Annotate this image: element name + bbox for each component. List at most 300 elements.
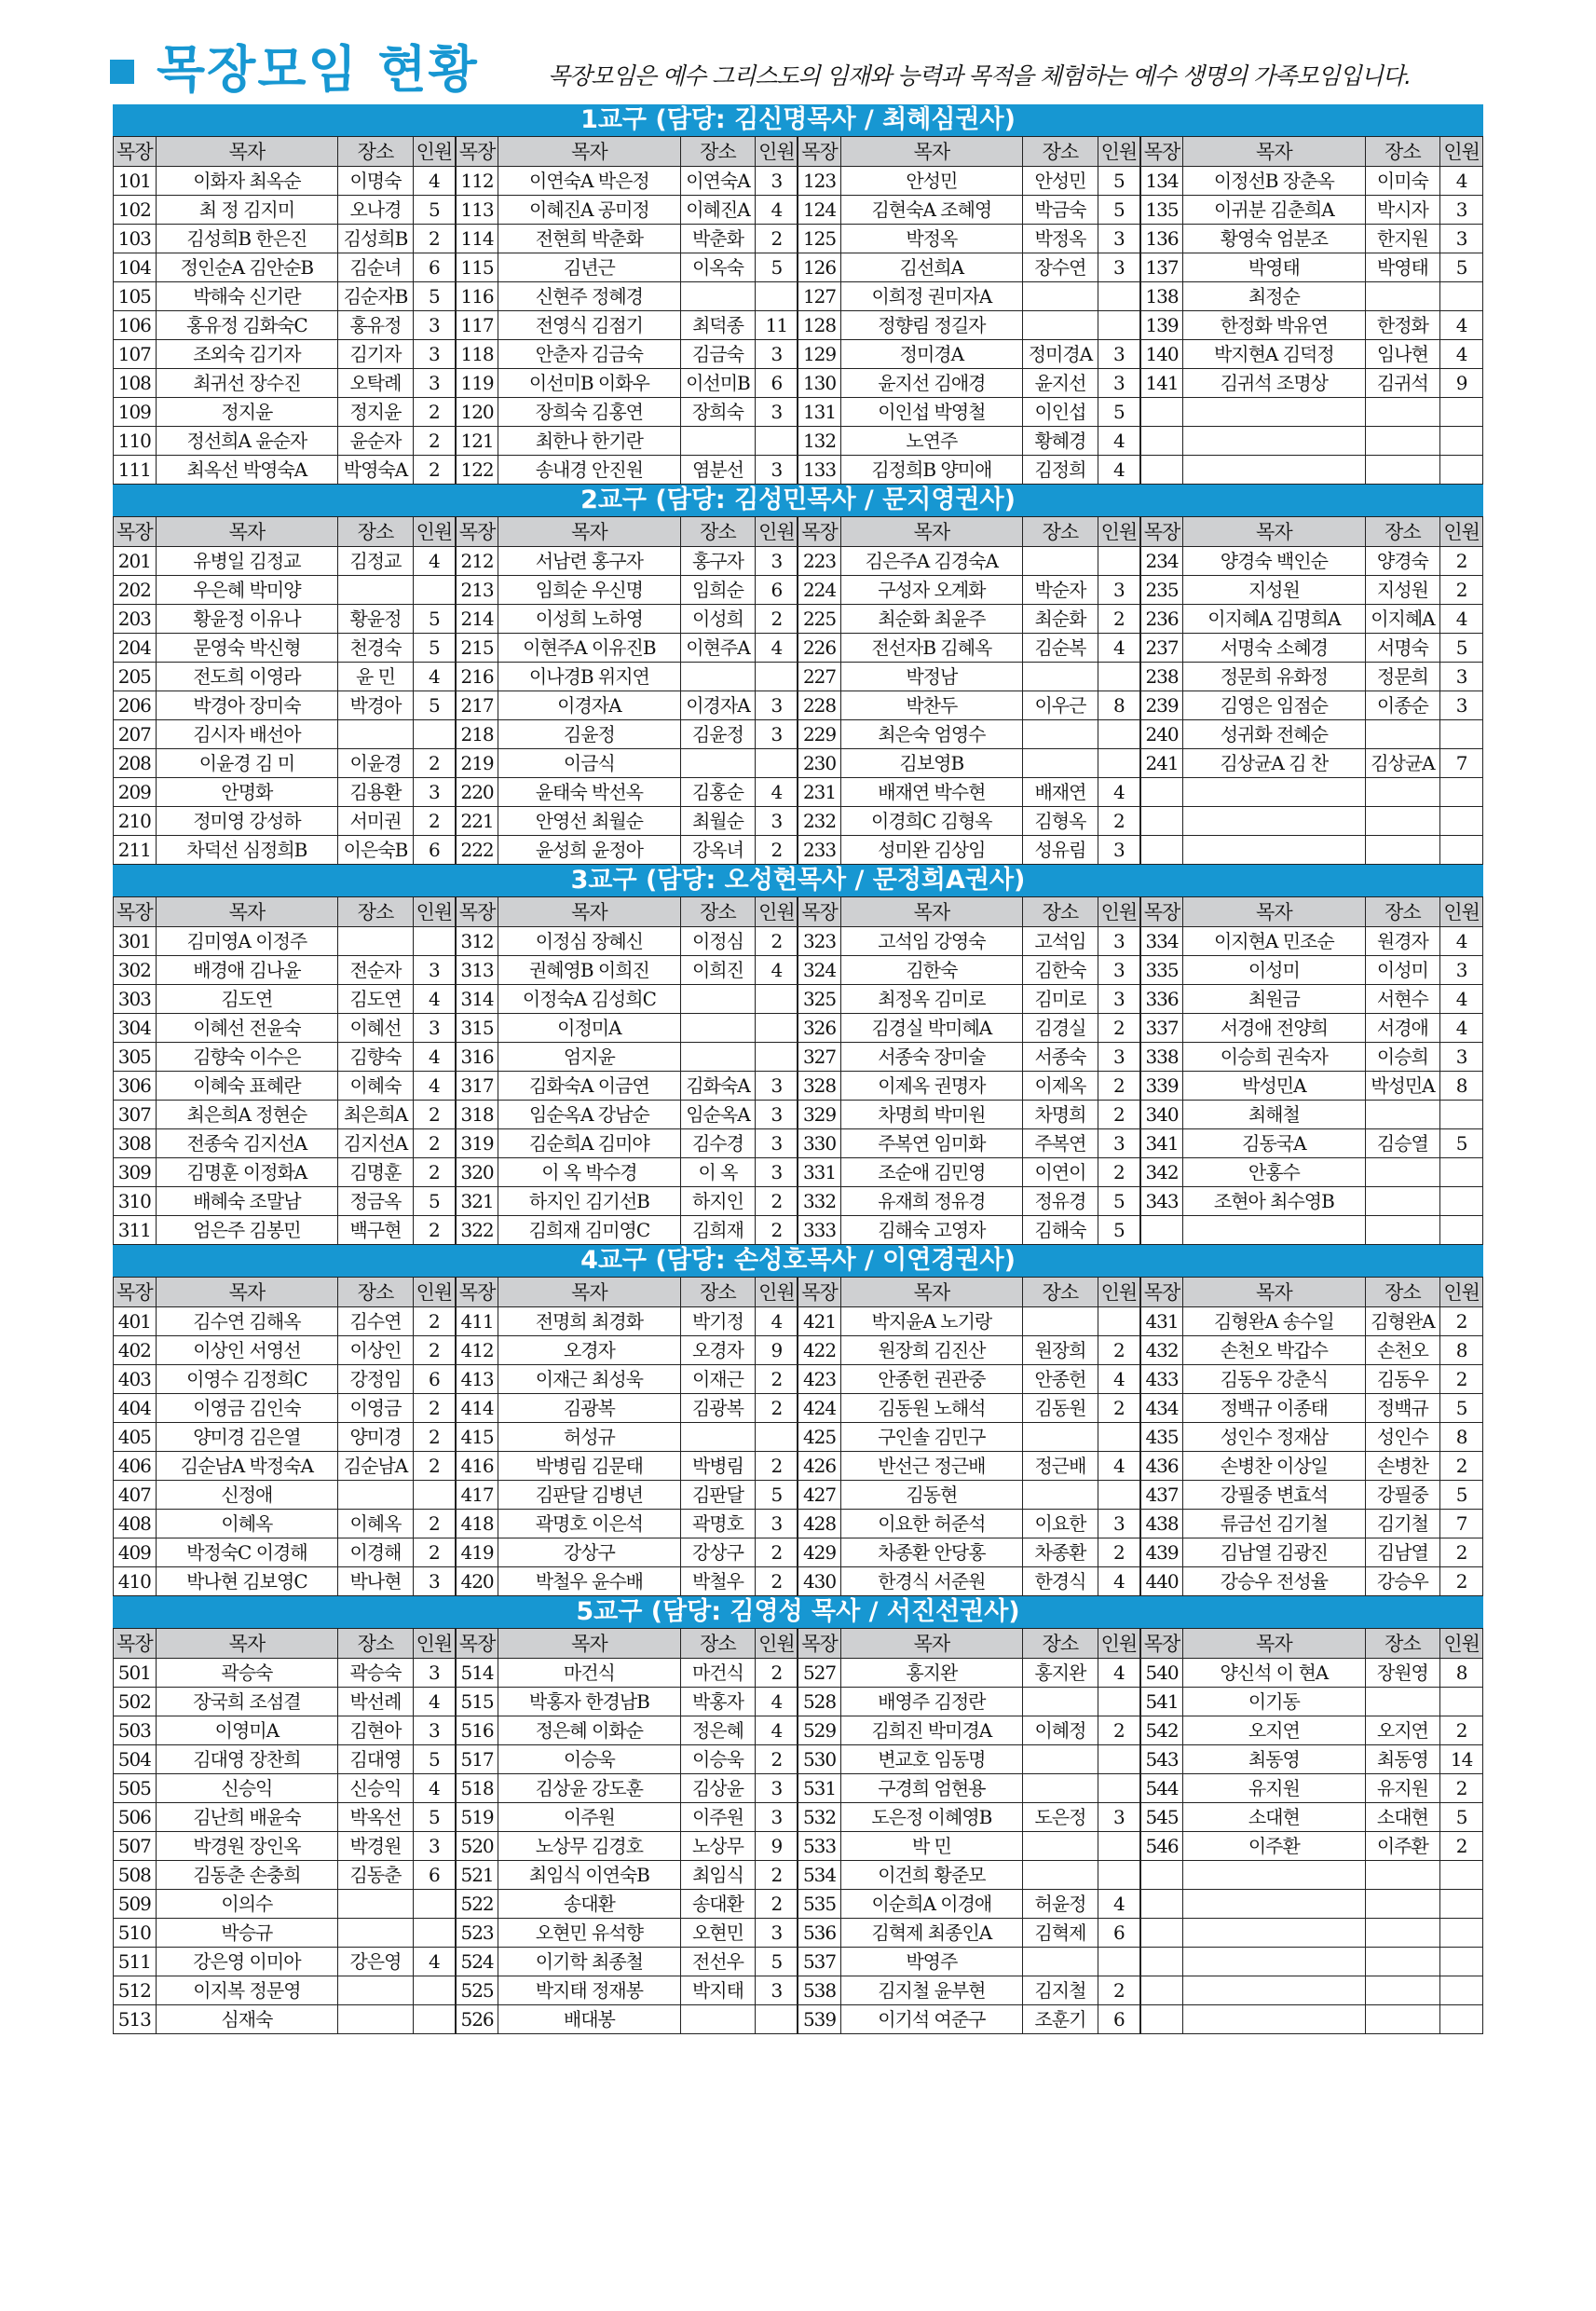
column-header: 장소 (338, 1629, 414, 1659)
member-count: 8 (1440, 1072, 1483, 1101)
column-header: 목자 (840, 897, 1022, 927)
meeting-place: 김해숙 (1023, 1216, 1098, 1245)
group-number: 301 (114, 927, 157, 956)
leader-names: 엄지윤 (498, 1043, 680, 1072)
district-section (113, 1596, 1483, 2034)
leader-names: 유병일 김정교 (156, 547, 337, 576)
table-row (114, 1688, 1483, 1716)
group-number: 407 (114, 1481, 157, 1510)
meeting-place: 강승우 (1365, 1567, 1440, 1596)
leader-names (1183, 1976, 1365, 2005)
group-number: 123 (798, 167, 840, 196)
leader-names: 오현민 유석향 (498, 1919, 680, 1948)
member-count: 5 (413, 282, 456, 311)
leader-names: 이지복 정문영 (156, 1976, 337, 2005)
group-number: 235 (1140, 576, 1183, 605)
group-number: 321 (456, 1187, 498, 1216)
meeting-place: 양미경 (338, 1423, 414, 1452)
group-number: 408 (114, 1510, 157, 1538)
meeting-place: 양경숙 (1365, 547, 1440, 576)
meeting-place: 김동춘 (338, 1861, 414, 1890)
meeting-place: 이성희 (680, 605, 756, 634)
group-number: 546 (1140, 1832, 1183, 1861)
leader-names: 김경실 박미혜A (840, 1014, 1022, 1043)
member-count: 3 (1098, 340, 1140, 369)
member-count: 3 (1098, 1510, 1140, 1538)
leader-names: 전현희 박춘화 (498, 225, 680, 253)
leader-names: 전선자B 김혜옥 (840, 634, 1022, 663)
group-number: 303 (114, 985, 157, 1014)
table-row (114, 311, 1483, 340)
leader-names: 류금선 김기철 (1183, 1510, 1365, 1538)
member-count (1098, 1774, 1140, 1803)
meeting-place: 지성원 (1365, 576, 1440, 605)
group-number: 136 (1140, 225, 1183, 253)
meeting-place: 김동우 (1365, 1365, 1440, 1394)
member-count (1440, 398, 1483, 427)
meeting-place: 김순녀 (338, 253, 414, 282)
member-count: 2 (756, 1567, 798, 1596)
leader-names: 정미경A (840, 340, 1022, 369)
column-header: 인원 (1098, 517, 1140, 547)
leader-names: 마건식 (498, 1659, 680, 1688)
meeting-place: 이미숙 (1365, 167, 1440, 196)
group-number: 534 (798, 1861, 840, 1890)
table-row (114, 720, 1483, 749)
meeting-place (680, 282, 756, 311)
group-number: 329 (798, 1101, 840, 1129)
group-number: 103 (114, 225, 157, 253)
leader-names: 김상윤 강도훈 (498, 1774, 680, 1803)
member-count (413, 1919, 456, 1948)
member-count: 6 (756, 369, 798, 398)
member-count: 5 (1440, 253, 1483, 282)
leader-names: 안영선 최월순 (498, 807, 680, 836)
group-number (1140, 1948, 1183, 1976)
member-count: 8 (1098, 691, 1140, 720)
group-number: 406 (114, 1452, 157, 1481)
table-row (114, 1774, 1483, 1803)
leader-names: 장국희 조섬결 (156, 1688, 337, 1716)
leader-names: 최동영 (1183, 1745, 1365, 1774)
meeting-place: 이연이 (1023, 1158, 1098, 1187)
column-header: 목자 (840, 137, 1022, 167)
member-count: 2 (413, 1216, 456, 1245)
table-row (114, 927, 1483, 956)
leader-names: 최정순 (1183, 282, 1365, 311)
meeting-place: 홍구자 (680, 547, 756, 576)
meeting-place: 정미경A (1023, 340, 1098, 369)
leader-names: 오지연 (1183, 1716, 1365, 1745)
group-number: 129 (798, 340, 840, 369)
leader-names: 전명희 최경화 (498, 1307, 680, 1336)
leader-names: 이정심 장혜신 (498, 927, 680, 956)
table-row (114, 225, 1483, 253)
leader-names: 조순애 김민영 (840, 1158, 1022, 1187)
member-count: 3 (413, 1832, 456, 1861)
member-count: 5 (1440, 1394, 1483, 1423)
leader-names: 문영숙 박신형 (156, 634, 337, 663)
leader-names: 전종숙 김지선A (156, 1129, 337, 1158)
member-count: 11 (756, 311, 798, 340)
group-number: 210 (114, 807, 157, 836)
leader-names: 이귀분 김춘희A (1183, 196, 1365, 225)
meeting-place: 박나현 (338, 1567, 414, 1596)
group-number: 331 (798, 1158, 840, 1187)
group-number: 116 (456, 282, 498, 311)
table-row (114, 1861, 1483, 1890)
member-count: 2 (413, 1510, 456, 1538)
meeting-place: 윤지선 (1023, 369, 1098, 398)
meeting-place (1365, 1187, 1440, 1216)
member-count: 2 (1098, 605, 1140, 634)
leader-names: 김동원 노해석 (840, 1394, 1022, 1423)
member-count: 3 (413, 1716, 456, 1745)
member-count: 4 (1440, 927, 1483, 956)
group-number: 440 (1140, 1567, 1183, 1596)
meeting-place (680, 1014, 756, 1043)
leader-names: 곽명호 이은석 (498, 1510, 680, 1538)
meeting-place (1023, 720, 1098, 749)
group-number: 308 (114, 1129, 157, 1158)
group-number: 409 (114, 1538, 157, 1567)
meeting-place: 임희순 (680, 576, 756, 605)
table-row (114, 1423, 1483, 1452)
district-table (113, 896, 1483, 1245)
member-count (756, 2005, 798, 2034)
meeting-place: 이주환 (1365, 1832, 1440, 1861)
member-count: 2 (1440, 1307, 1483, 1336)
title-square-icon (110, 60, 134, 84)
meeting-place (338, 927, 414, 956)
column-header-row (114, 137, 1483, 167)
member-count (756, 1014, 798, 1043)
member-count: 3 (756, 1803, 798, 1832)
column-header: 목장 (114, 1629, 157, 1659)
group-number: 510 (114, 1919, 157, 1948)
meeting-place: 이 옥 (680, 1158, 756, 1187)
member-count: 4 (1440, 1014, 1483, 1043)
meeting-place: 이정심 (680, 927, 756, 956)
group-number: 417 (456, 1481, 498, 1510)
group-number: 117 (456, 311, 498, 340)
member-count: 6 (1098, 1919, 1140, 1948)
leader-names: 윤지선 김애경 (840, 369, 1022, 398)
group-number: 341 (1140, 1129, 1183, 1158)
column-header: 인원 (756, 897, 798, 927)
group-number: 508 (114, 1861, 157, 1890)
group-number: 501 (114, 1659, 157, 1688)
group-number: 212 (456, 547, 498, 576)
district-section (113, 1245, 1483, 1596)
member-count: 2 (1098, 1538, 1140, 1567)
member-count: 3 (1098, 927, 1140, 956)
member-count (413, 1976, 456, 2005)
meeting-place (1023, 547, 1098, 576)
column-header: 목장 (456, 897, 498, 927)
leader-names: 주복연 임미화 (840, 1129, 1022, 1158)
table-row (114, 1567, 1483, 1596)
group-number: 439 (1140, 1538, 1183, 1567)
group-number: 421 (798, 1307, 840, 1336)
leader-names: 양미경 김은열 (156, 1423, 337, 1452)
member-count: 2 (756, 1861, 798, 1890)
member-count (1440, 1861, 1483, 1890)
group-number: 222 (456, 836, 498, 865)
group-number: 106 (114, 311, 157, 340)
leader-names: 박정숙C 이경해 (156, 1538, 337, 1567)
member-count: 3 (1098, 1043, 1140, 1072)
member-count: 5 (413, 1803, 456, 1832)
member-count: 4 (413, 547, 456, 576)
leader-names: 김희재 김미영C (498, 1216, 680, 1245)
table-row (114, 1481, 1483, 1510)
group-number: 108 (114, 369, 157, 398)
meeting-place: 한지원 (1365, 225, 1440, 253)
member-count (413, 576, 456, 605)
meeting-place: 강은영 (338, 1948, 414, 1976)
column-header: 목자 (840, 1278, 1022, 1307)
meeting-place: 전선우 (680, 1948, 756, 1976)
meeting-place: 하지인 (680, 1187, 756, 1216)
column-header: 장소 (1023, 517, 1098, 547)
district-table (113, 1628, 1483, 2034)
group-number: 311 (114, 1216, 157, 1245)
leader-names: 이정숙A 김성희C (498, 985, 680, 1014)
group-number (1140, 807, 1183, 836)
meeting-place (1365, 1976, 1440, 2005)
leader-names: 박경아 장미숙 (156, 691, 337, 720)
meeting-place: 김귀석 (1365, 369, 1440, 398)
leader-names: 이기학 최종철 (498, 1948, 680, 1976)
group-number: 323 (798, 927, 840, 956)
leader-names: 변교호 임동명 (840, 1745, 1022, 1774)
leader-names: 허성규 (498, 1423, 680, 1452)
group-number: 132 (798, 427, 840, 456)
meeting-place (338, 2005, 414, 2034)
leader-names: 김동춘 손충희 (156, 1861, 337, 1890)
meeting-place: 서종숙 (1023, 1043, 1098, 1072)
group-number: 125 (798, 225, 840, 253)
table-row (114, 1538, 1483, 1567)
leader-names: 안명화 (156, 778, 337, 807)
meeting-place: 이재근 (680, 1365, 756, 1394)
leader-names: 김순희A 김미야 (498, 1129, 680, 1158)
meeting-place (1365, 1688, 1440, 1716)
leader-names: 김한숙 (840, 956, 1022, 985)
group-number: 427 (798, 1481, 840, 1510)
member-count: 4 (1098, 634, 1140, 663)
member-count: 6 (413, 1365, 456, 1394)
leader-names: 김난희 배윤숙 (156, 1803, 337, 1832)
group-number: 216 (456, 663, 498, 691)
member-count: 2 (756, 1659, 798, 1688)
member-count: 4 (413, 663, 456, 691)
member-count: 5 (1098, 196, 1140, 225)
member-count: 3 (1098, 253, 1140, 282)
leader-names: 이정선B 장춘옥 (1183, 167, 1365, 196)
meeting-place: 서미권 (338, 807, 414, 836)
member-count: 9 (1440, 369, 1483, 398)
leader-names: 구성자 오계화 (840, 576, 1022, 605)
leader-names (1183, 1890, 1365, 1919)
group-number: 227 (798, 663, 840, 691)
table-row (114, 749, 1483, 778)
group-number: 513 (114, 2005, 157, 2034)
group-number: 410 (114, 1567, 157, 1596)
member-count (1440, 720, 1483, 749)
leader-names: 이주원 (498, 1803, 680, 1832)
member-count: 2 (413, 749, 456, 778)
member-count: 4 (1098, 456, 1140, 485)
leader-names: 서명숙 소혜경 (1183, 634, 1365, 663)
group-number: 314 (456, 985, 498, 1014)
district-title: 3교구 (담당: 오성현목사 / 문정희A권사) (113, 865, 1483, 896)
group-number: 520 (456, 1832, 498, 1861)
group-number: 434 (1140, 1394, 1183, 1423)
meeting-place: 성인수 (1365, 1423, 1440, 1452)
leader-names: 안성민 (840, 167, 1022, 196)
meeting-place: 박순자 (1023, 576, 1098, 605)
leader-names: 최순화 최윤주 (840, 605, 1022, 634)
meeting-place: 이영금 (338, 1394, 414, 1423)
meeting-place: 장원영 (1365, 1659, 1440, 1688)
table-row (114, 1072, 1483, 1101)
leader-names: 성미완 김상임 (840, 836, 1022, 865)
group-number: 435 (1140, 1423, 1183, 1452)
leader-names: 조외숙 김기자 (156, 340, 337, 369)
group-number: 531 (798, 1774, 840, 1803)
group-number: 122 (456, 456, 498, 485)
member-count (413, 720, 456, 749)
member-count (1098, 1948, 1140, 1976)
member-count (1098, 749, 1140, 778)
member-count: 2 (413, 398, 456, 427)
meeting-place: 이윤경 (338, 749, 414, 778)
meeting-place: 김순복 (1023, 634, 1098, 663)
member-count: 3 (756, 1976, 798, 2005)
meeting-place (680, 749, 756, 778)
member-count: 5 (1098, 1216, 1140, 1245)
member-count: 9 (756, 1832, 798, 1861)
leader-names: 김지철 윤부현 (840, 1976, 1022, 2005)
group-number: 202 (114, 576, 157, 605)
member-count (756, 427, 798, 456)
leader-names: 김동국A (1183, 1129, 1365, 1158)
member-count: 3 (1098, 836, 1140, 865)
column-header: 목장 (1140, 517, 1183, 547)
meeting-place: 김현아 (338, 1716, 414, 1745)
meeting-place: 이경자A (680, 691, 756, 720)
leader-names: 박병림 김문태 (498, 1452, 680, 1481)
leader-names: 김윤정 (498, 720, 680, 749)
group-number: 432 (1140, 1336, 1183, 1365)
group-number: 218 (456, 720, 498, 749)
member-count (1098, 1745, 1140, 1774)
meeting-place: 안성민 (1023, 167, 1098, 196)
member-count: 3 (1098, 956, 1140, 985)
group-number: 511 (114, 1948, 157, 1976)
meeting-place (1365, 836, 1440, 865)
member-count: 9 (756, 1336, 798, 1365)
group-number: 334 (1140, 927, 1183, 956)
district-table (113, 516, 1483, 865)
column-header: 인원 (413, 1278, 456, 1307)
table-row (114, 427, 1483, 456)
member-count: 3 (1098, 225, 1140, 253)
leader-names: 서종숙 장미술 (840, 1043, 1022, 1072)
table-row (114, 547, 1483, 576)
meeting-place: 이혜옥 (338, 1510, 414, 1538)
table-row (114, 340, 1483, 369)
leader-names: 김판달 김병년 (498, 1481, 680, 1510)
member-count (1440, 456, 1483, 485)
meeting-place (338, 1890, 414, 1919)
member-count: 5 (756, 1481, 798, 1510)
leader-names: 김형완A 송수일 (1183, 1307, 1365, 1336)
leader-names: 이희정 권미자A (840, 282, 1022, 311)
member-count: 3 (1440, 225, 1483, 253)
column-header: 인원 (1440, 1278, 1483, 1307)
group-number: 317 (456, 1072, 498, 1101)
group-number: 219 (456, 749, 498, 778)
leader-names (1183, 1919, 1365, 1948)
leader-names: 김년근 (498, 253, 680, 282)
leader-names: 이경자A (498, 691, 680, 720)
leader-names: 강은영 이미아 (156, 1948, 337, 1976)
group-number: 124 (798, 196, 840, 225)
meeting-place: 김용환 (338, 778, 414, 807)
meeting-place: 차명희 (1023, 1101, 1098, 1129)
group-number: 327 (798, 1043, 840, 1072)
column-header: 장소 (1365, 897, 1440, 927)
column-header: 장소 (338, 517, 414, 547)
member-count: 2 (1098, 807, 1140, 836)
leader-names: 박경원 장인옥 (156, 1832, 337, 1861)
group-number: 207 (114, 720, 157, 749)
leader-names: 강상구 (498, 1538, 680, 1567)
column-header: 장소 (1365, 1278, 1440, 1307)
group-number: 205 (114, 663, 157, 691)
member-count: 2 (1098, 1716, 1140, 1745)
member-count: 2 (756, 1890, 798, 1919)
group-number: 233 (798, 836, 840, 865)
member-count: 3 (1098, 576, 1140, 605)
leader-names: 김미영A 이정주 (156, 927, 337, 956)
group-number: 118 (456, 340, 498, 369)
meeting-place (1365, 398, 1440, 427)
meeting-place (1023, 1948, 1098, 1976)
member-count: 4 (756, 1716, 798, 1745)
meeting-place (338, 1919, 414, 1948)
group-number: 307 (114, 1101, 157, 1129)
leader-names: 유지원 (1183, 1774, 1365, 1803)
group-number (1140, 427, 1183, 456)
member-count: 2 (1440, 1832, 1483, 1861)
member-count: 7 (1440, 1510, 1483, 1538)
table-row (114, 1394, 1483, 1423)
meeting-place: 김한숙 (1023, 956, 1098, 985)
column-header: 인원 (756, 1278, 798, 1307)
member-count: 4 (1098, 427, 1140, 456)
table-row (114, 1101, 1483, 1129)
member-count (1098, 547, 1140, 576)
column-header: 인원 (756, 137, 798, 167)
meeting-place: 백구현 (338, 1216, 414, 1245)
member-count (1098, 720, 1140, 749)
leader-names (1183, 2005, 1365, 2034)
group-number: 506 (114, 1803, 157, 1832)
